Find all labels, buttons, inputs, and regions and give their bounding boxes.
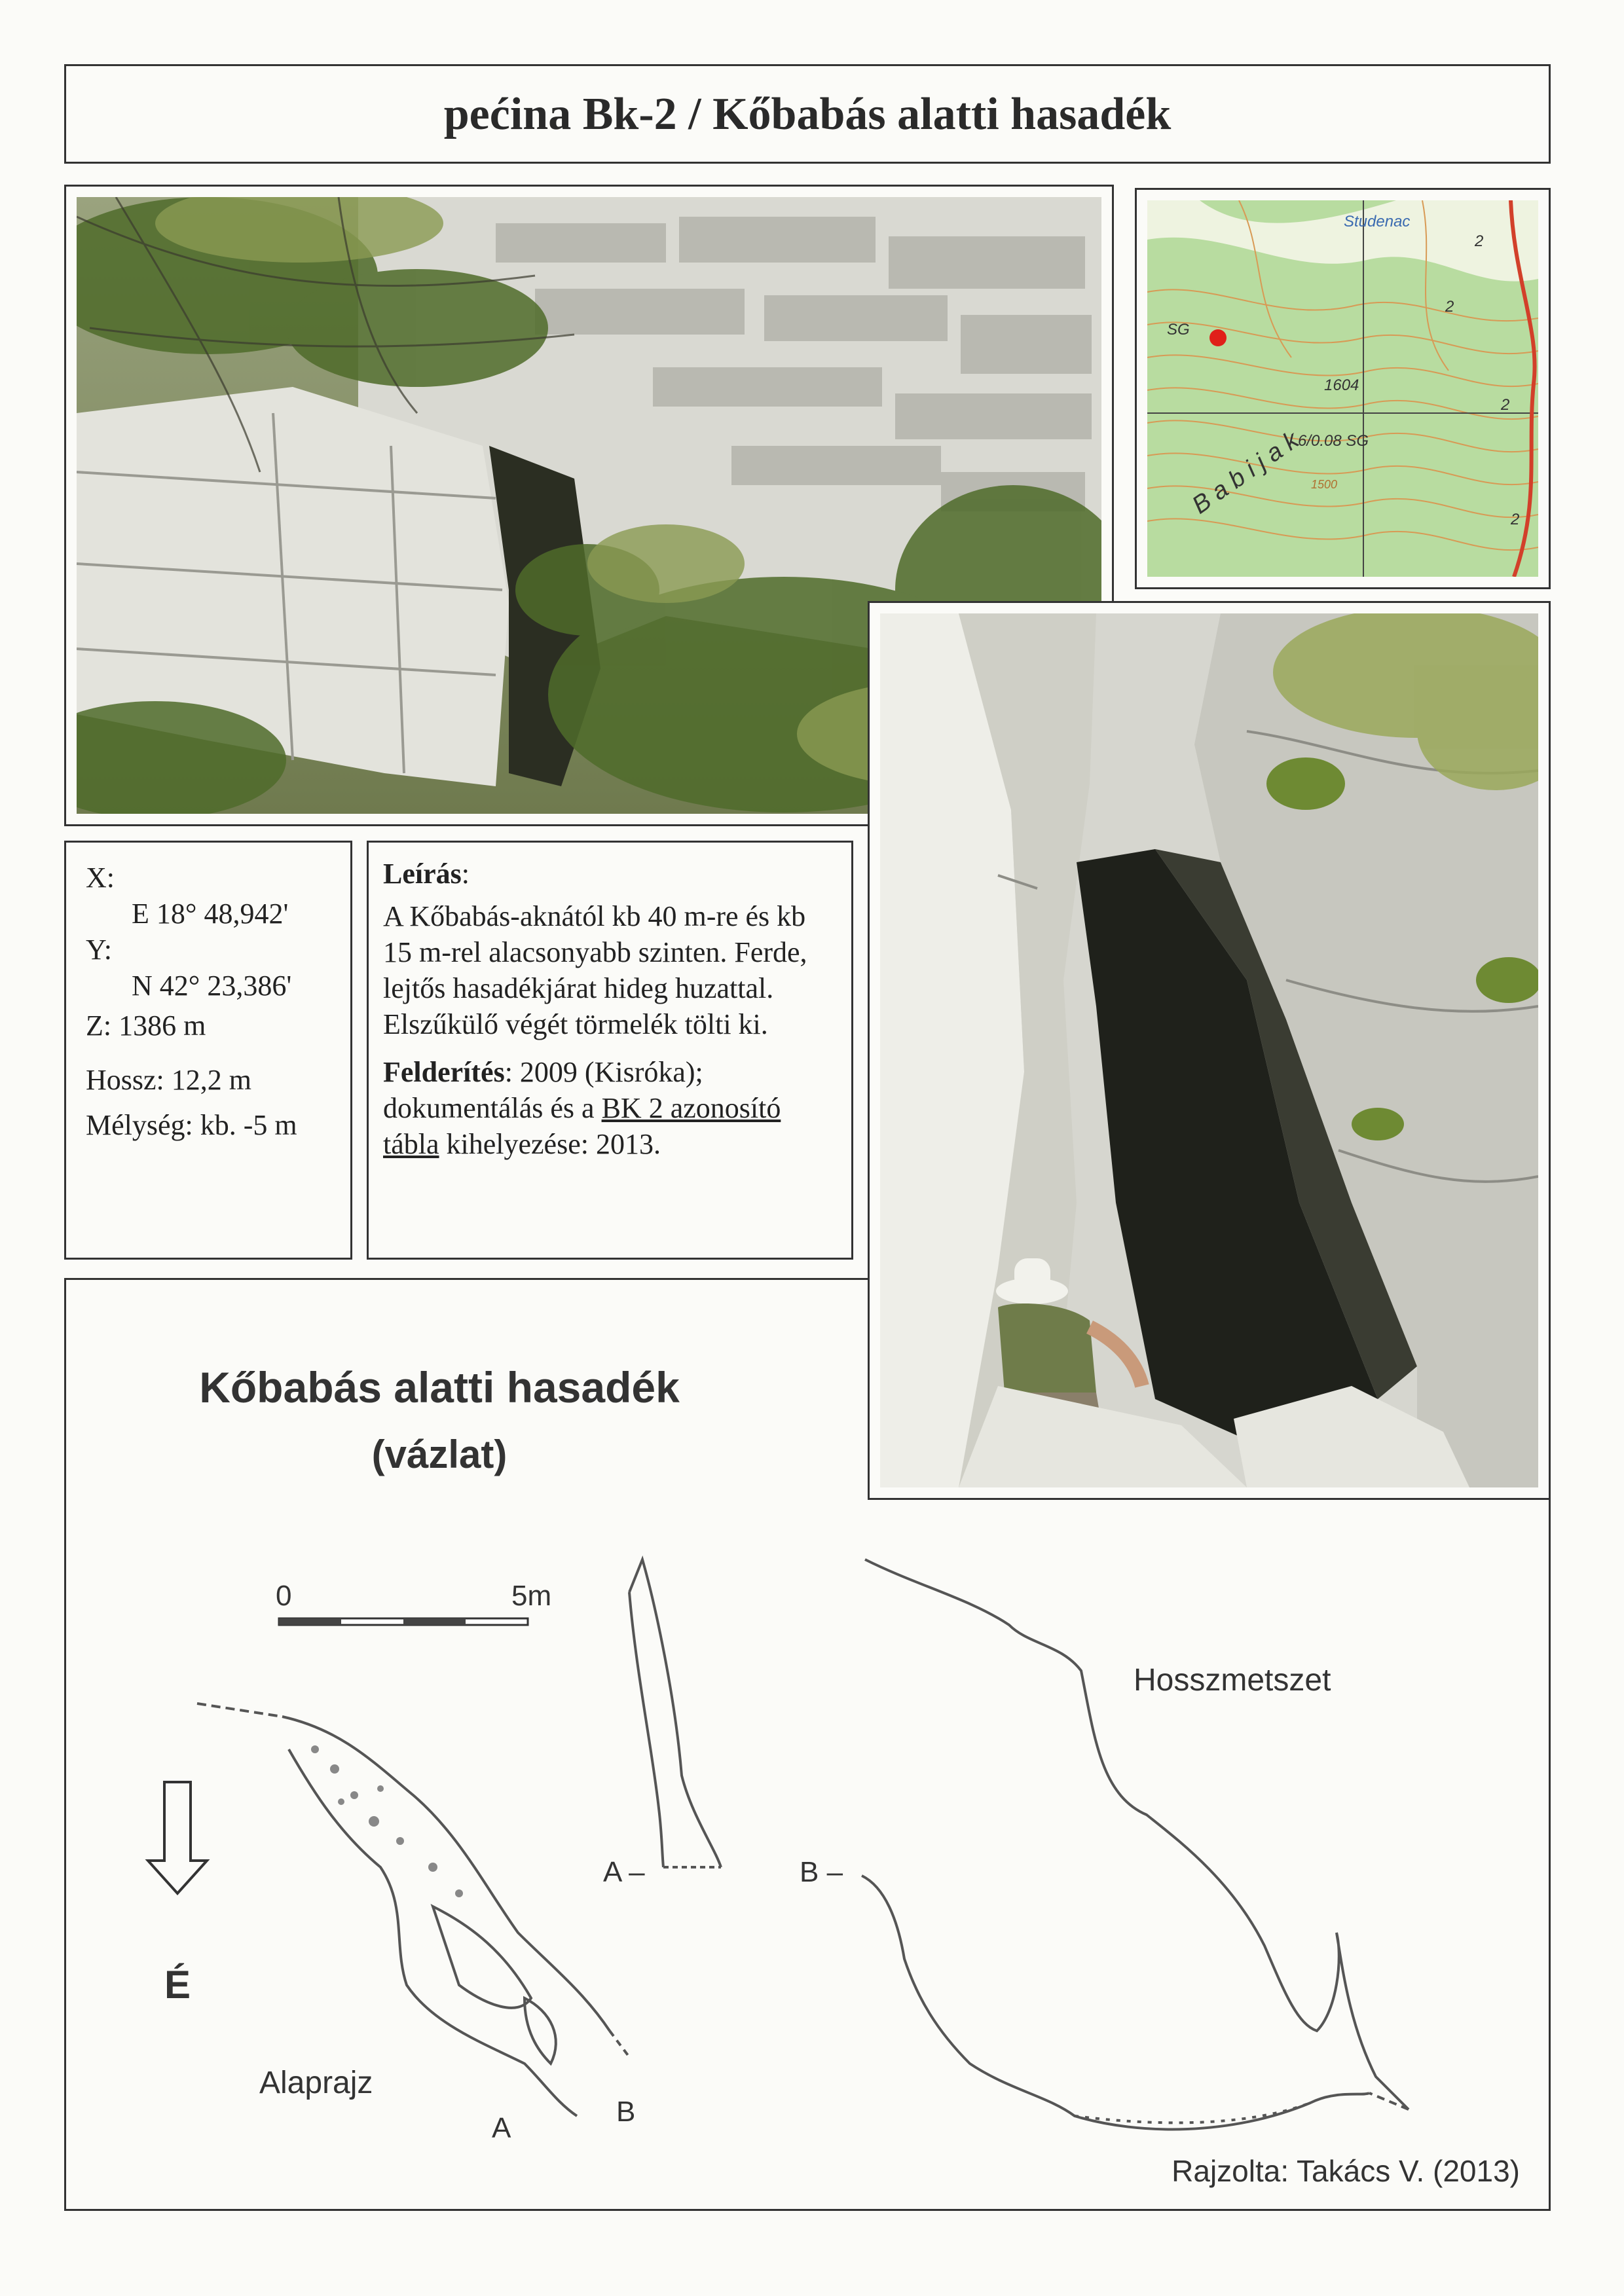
description-heading: Leírás: [383, 858, 470, 890]
map-label-road-2a: 2 [1475, 232, 1484, 250]
plan-label-a: A [492, 2112, 511, 2144]
map-label-road-2b: 2 [1445, 298, 1454, 316]
x-value: E 18° 48,942' [132, 898, 289, 930]
map-label-road-2c: 2 [1501, 396, 1510, 414]
coordinates-panel [64, 841, 352, 1260]
id-plate-link: BK 2 azonosító tábla [383, 1092, 781, 1160]
title-box [64, 64, 1551, 164]
y-value: N 42° 23,386' [132, 970, 292, 1002]
section-b-label: B – [800, 1856, 843, 1888]
length-value: Hossz: 12,2 m [86, 1064, 251, 1096]
plan-drawing [197, 1704, 629, 2116]
map-label-babijak: B a b i j a k [1187, 426, 1304, 520]
map-label-sg: SG [1167, 321, 1190, 338]
sketch-panel-top-edge [64, 1278, 868, 1280]
scale-end: 5m [511, 1580, 552, 1612]
cave-location-marker [1209, 329, 1227, 346]
north-label: É [164, 1963, 191, 2007]
x-label: X: [86, 862, 115, 894]
section-b-drawing [862, 1559, 1409, 2129]
map-label-road-2d: 2 [1511, 511, 1520, 528]
discovery-label: Felderítés [383, 1056, 505, 1088]
discovery-text: Felderítés: 2009 (Kisróka); dokumentálás és a BK 2 azonosító tábla kihelyezése: 2013. [383, 1056, 781, 1160]
page-title: pećina Bk-2 / Kőbabás alatti hasadék [443, 89, 1172, 139]
crevice-photo [880, 613, 1538, 1487]
section-a-drawing [629, 1559, 721, 1867]
section-a-label: A – [603, 1856, 645, 1888]
y-label: Y: [86, 934, 112, 966]
z-value: Z: 1386 m [86, 1010, 206, 1042]
topographic-map [1147, 200, 1538, 577]
topographic-map-frame [1135, 188, 1551, 589]
sketch-title: Kőbabás alatti hasadék [199, 1363, 680, 1412]
credit: Rajzolta: Takács V. (2013) [1172, 2154, 1520, 2188]
map-label-studenac: Studenac [1344, 213, 1411, 230]
north-arrow-icon [148, 1782, 207, 1893]
section-label: Hosszmetszet [1134, 1663, 1331, 1698]
plan-label: Alaprajz [259, 2066, 373, 2100]
description-panel [367, 841, 853, 1260]
description-text: A Kőbabás-aknától kb 40 m-re és kb 15 m-rel alacsonyabb szinten. Ferde, lejtős hasadékjárat hideg huzattal. Elszűkülő végét törmelék tölti ki. [383, 900, 807, 1040]
plan-label-b: B [616, 2096, 636, 2128]
depth-value: Mélység: kb. -5 m [86, 1109, 297, 1141]
crevice-photo-frame [868, 601, 1551, 1500]
map-label-grid: 6/0.08 SG [1298, 432, 1369, 450]
map-label-1500: 1500 [1311, 478, 1338, 491]
map-label-elevation: 1604 [1324, 376, 1359, 394]
scale-start: 0 [276, 1580, 292, 1612]
sketch-subtitle: (vázlat) [371, 1432, 507, 1476]
scale-bar [279, 1618, 528, 1625]
